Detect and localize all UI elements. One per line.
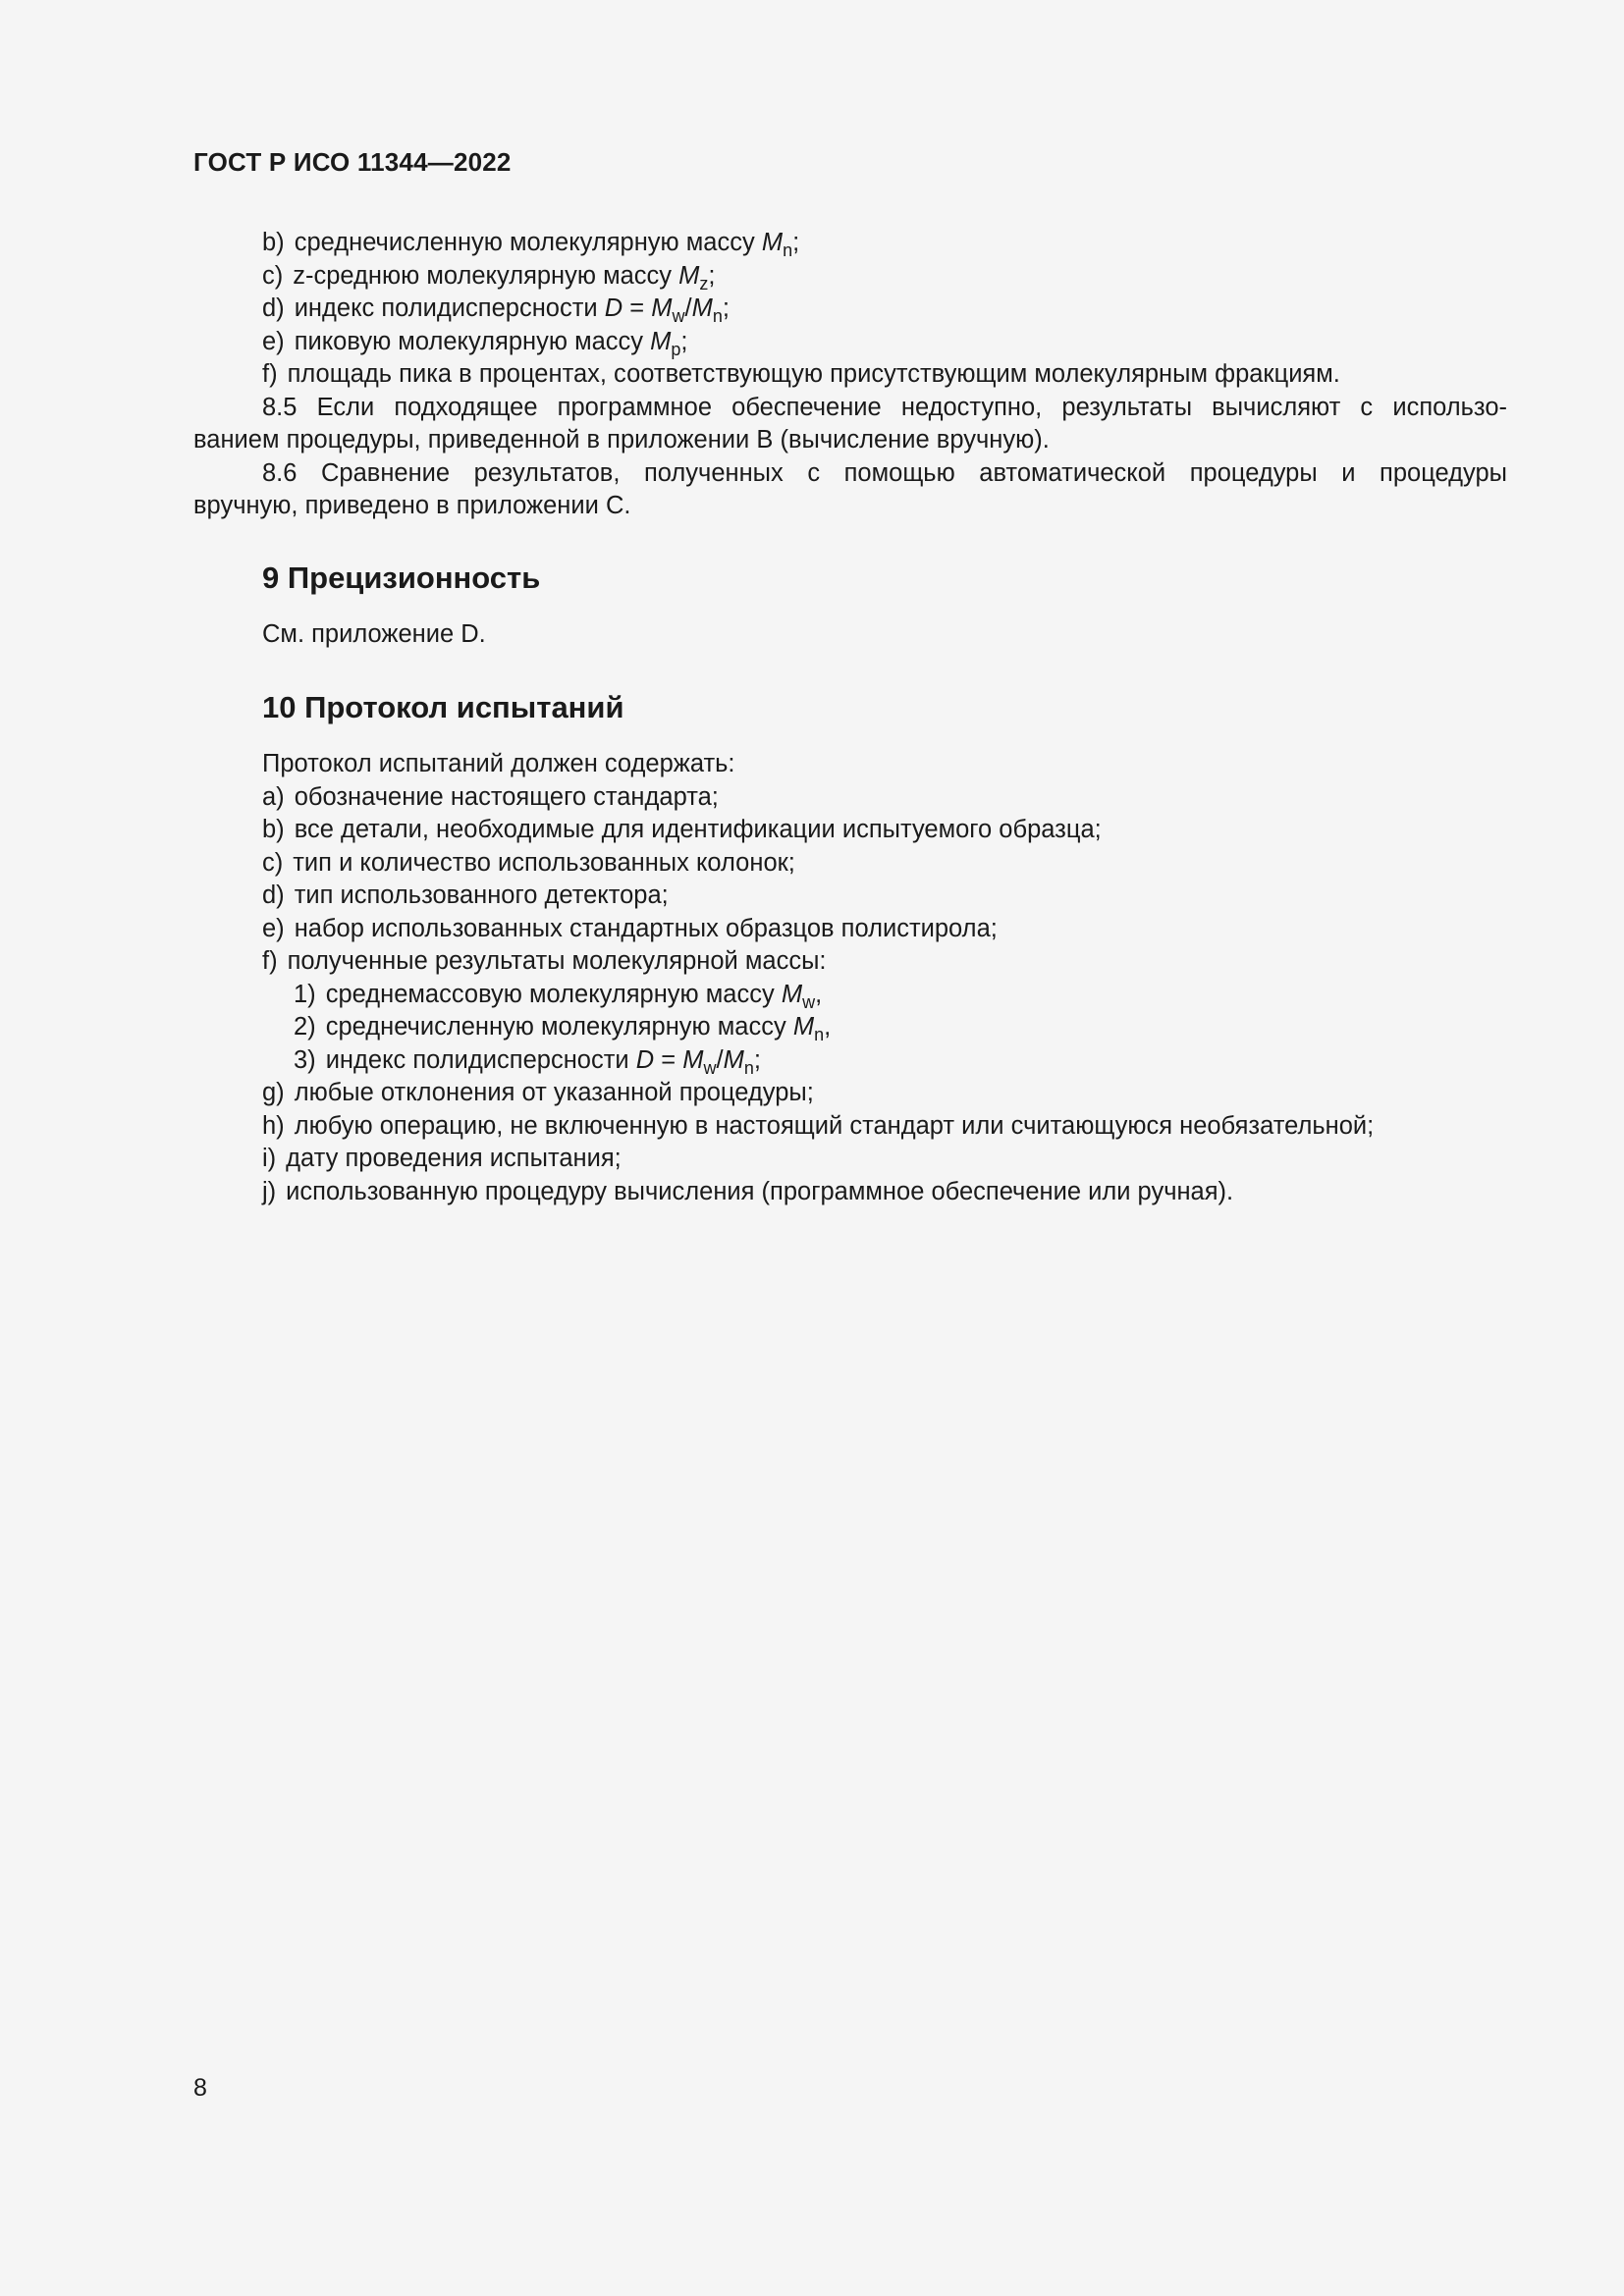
list-marker: d) — [262, 294, 285, 322]
list-marker: c) — [262, 261, 284, 290]
list-marker: a) — [262, 782, 285, 811]
list-item-text: пиковую молекулярную массу — [294, 327, 651, 355]
punctuation: ; — [753, 1045, 761, 1074]
symbol: M — [792, 1013, 815, 1041]
list-marker: i) — [262, 1145, 277, 1172]
list-marker: j) — [262, 1177, 277, 1205]
list-marker: e) — [262, 327, 285, 355]
paragraph-text: 8.6 Сравнение результатов, полученных с помощью автоматической процедуры и процедуры — [262, 458, 1507, 487]
list-item-text: тип и количество использованных колонок; — [293, 848, 795, 877]
subscript: n — [783, 240, 793, 260]
list-marker: 2) — [294, 1013, 316, 1041]
list-item — [193, 913, 1507, 946]
subscript: n — [712, 306, 723, 326]
list-marker: 3) — [294, 1045, 316, 1074]
symbol: D — [604, 294, 623, 322]
list-item — [193, 293, 1507, 326]
list-marker: f) — [262, 360, 278, 388]
symbol: M — [761, 229, 784, 256]
equals-sign: = — [654, 1045, 683, 1074]
list-item — [193, 847, 1507, 881]
sublist-item — [193, 1011, 1507, 1044]
list-marker: g) — [262, 1079, 285, 1106]
list-item — [193, 945, 1507, 979]
page-number: 8 — [193, 2074, 207, 2102]
subscript: w — [802, 991, 816, 1012]
section-10-intro: Протокол испытаний должен содержать: — [262, 750, 735, 777]
list-item — [193, 1077, 1507, 1110]
section-9-heading: 9 Прецизионность — [262, 560, 541, 595]
punctuation: ; — [722, 294, 730, 322]
symbol: M — [650, 327, 672, 355]
list-item — [193, 227, 1507, 260]
document-body — [193, 227, 1507, 1208]
paragraph-8-6-line-1 — [193, 457, 1507, 491]
list-item-text: среднемассовую молекулярную массу — [325, 980, 782, 1008]
list-marker: b) — [262, 816, 285, 843]
list-item — [193, 1110, 1507, 1144]
subscript: w — [672, 306, 685, 326]
punctuation: ; — [680, 327, 688, 355]
list-item-text: среднечисленную молекулярную массу — [325, 1013, 793, 1041]
list-item-text: использованную процедуру вычисления (программное обеспечение или ручная). — [286, 1177, 1234, 1205]
symbol: M — [678, 261, 700, 290]
symbol: M — [723, 1045, 744, 1074]
list-item-text: все детали, необходимые для идентификации испытуемого образца; — [294, 816, 1102, 843]
paragraph-8-6-line-2: вручную, приведено в приложении C. — [193, 492, 631, 519]
punctuation: ; — [792, 229, 800, 256]
list-item-text: любые отклонения от указанной процедуры; — [294, 1079, 814, 1106]
paragraph-8-5-line-1 — [193, 392, 1507, 425]
list-item-text: дату проведения испытания; — [286, 1145, 622, 1172]
punctuation: ; — [708, 261, 716, 290]
list-marker: 1) — [294, 980, 316, 1008]
list-item — [193, 358, 1507, 392]
slash: / — [684, 294, 692, 322]
list-item-text: индекс полидисперсности — [294, 294, 605, 322]
equals-sign: = — [623, 294, 652, 322]
list-item-text: обозначение настоящего стандарта; — [294, 782, 719, 811]
subscript: p — [671, 339, 681, 359]
symbol: M — [682, 1045, 704, 1074]
symbol: M — [781, 980, 803, 1008]
subscript: w — [703, 1057, 717, 1078]
punctuation: , — [824, 1013, 832, 1041]
paragraph-8-5-line-2: ванием процедуры, приведенной в приложении B (вычисление вручную). — [193, 426, 1050, 454]
list-item-text: z-среднюю молекулярную массу — [293, 261, 679, 290]
list-marker: h) — [262, 1111, 285, 1140]
list-item-text: полученные результаты молекулярной массы: — [287, 947, 827, 975]
paragraph-text: 8.5 Если подходящее программное обеспечение недоступно, результаты вычисляют с использо- — [262, 393, 1507, 421]
list-item — [193, 326, 1507, 359]
list-item-text: тип использованного детектора; — [294, 881, 669, 909]
list-item — [193, 260, 1507, 294]
section-10-heading: 10 Протокол испытаний — [262, 689, 624, 724]
subscript: n — [743, 1057, 754, 1078]
list-item-text: среднечисленную молекулярную массу — [294, 229, 762, 256]
list-marker: c) — [262, 848, 284, 877]
document-header: ГОСТ Р ИСО 11344—2022 — [193, 147, 512, 177]
section-9-text: См. приложение D. — [262, 620, 486, 648]
list-marker: e) — [262, 914, 285, 942]
list-item — [193, 880, 1507, 913]
slash: / — [716, 1045, 724, 1074]
list-item — [193, 814, 1507, 847]
list-marker: f) — [262, 947, 278, 975]
list-marker: d) — [262, 881, 285, 909]
list-item-text: индекс полидисперсности — [325, 1045, 636, 1074]
list-item-text: любую операцию, не включенную в настоящий стандарт или считающуюся необязательной; — [294, 1111, 1375, 1140]
list-item — [193, 1176, 1507, 1209]
sublist-item — [193, 1044, 1507, 1078]
list-item — [193, 781, 1507, 815]
symbol: M — [651, 294, 673, 322]
subscript: n — [814, 1025, 825, 1044]
list-marker: b) — [262, 229, 285, 256]
sublist-item — [193, 979, 1507, 1012]
list-item-text: площадь пика в процентах, соответствующую присутствующим молекулярным фракциям. — [287, 360, 1340, 388]
symbol: D — [635, 1045, 655, 1074]
list-item — [193, 1143, 1507, 1176]
list-item-text: набор использованных стандартных образцов полистирола; — [294, 914, 998, 942]
symbol: M — [691, 294, 713, 322]
subscript: z — [699, 273, 709, 294]
punctuation: , — [815, 980, 823, 1008]
